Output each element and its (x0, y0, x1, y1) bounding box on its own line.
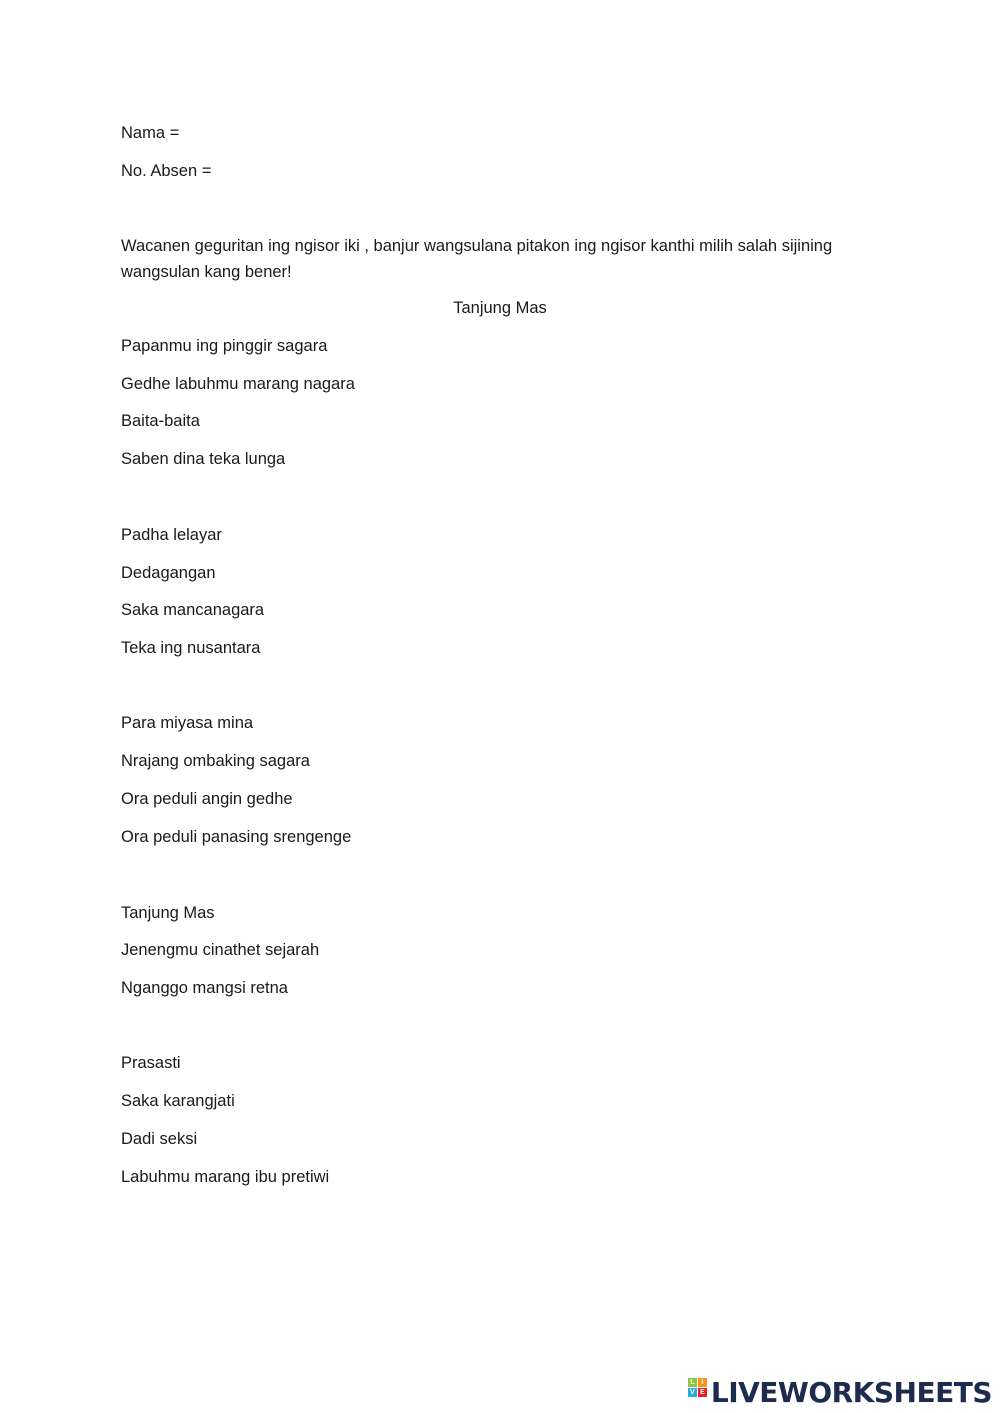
name-label: Nama = (121, 124, 180, 142)
poem-line: Labuhmu marang ibu pretiwi (121, 1168, 330, 1186)
liveworksheets-watermark (688, 1376, 992, 1409)
poem-line: Saka karangjati (121, 1092, 235, 1110)
instruction-text: Wacanen geguritan ing ngisor iki , banjur wangsulana pitakon ing ngisor kanthi milih salah sijining wangsulan kang bener! (121, 237, 833, 281)
poem-line: Dedagangan (121, 564, 216, 582)
poem-line: Tanjung Mas (121, 904, 215, 922)
poem-title: Tanjung Mas (453, 299, 547, 317)
poem-line: Dadi seksi (121, 1130, 198, 1148)
absen-label: No. Absen = (121, 162, 212, 180)
watermark-text: LIVEWORKSHEETS (710, 1376, 992, 1409)
poem-line: Nganggo mangsi retna (121, 979, 288, 997)
poem-line: Jenengmu cinathet sejarah (121, 941, 320, 959)
poem-line: Padha lelayar (121, 526, 222, 544)
liveworksheets-logo-icon: L I V E (688, 1378, 707, 1407)
poem-line: Papanmu ing pinggir sagara (121, 337, 328, 355)
poem-line: Prasasti (121, 1054, 181, 1072)
poem-line: Saka mancanagara (121, 601, 265, 619)
poem-line: Nrajang ombaking sagara (121, 752, 310, 770)
poem-line: Saben dina teka lunga (121, 450, 286, 468)
poem-line: Ora peduli angin gedhe (121, 790, 293, 808)
poem-line: Baita-baita (121, 412, 200, 430)
poem-line: Ora peduli panasing srengenge (121, 828, 352, 846)
poem-line: Para miyasa mina (121, 714, 254, 732)
poem-line: Teka ing nusantara (121, 639, 261, 657)
poem-line: Gedhe labuhmu marang nagara (121, 375, 355, 393)
